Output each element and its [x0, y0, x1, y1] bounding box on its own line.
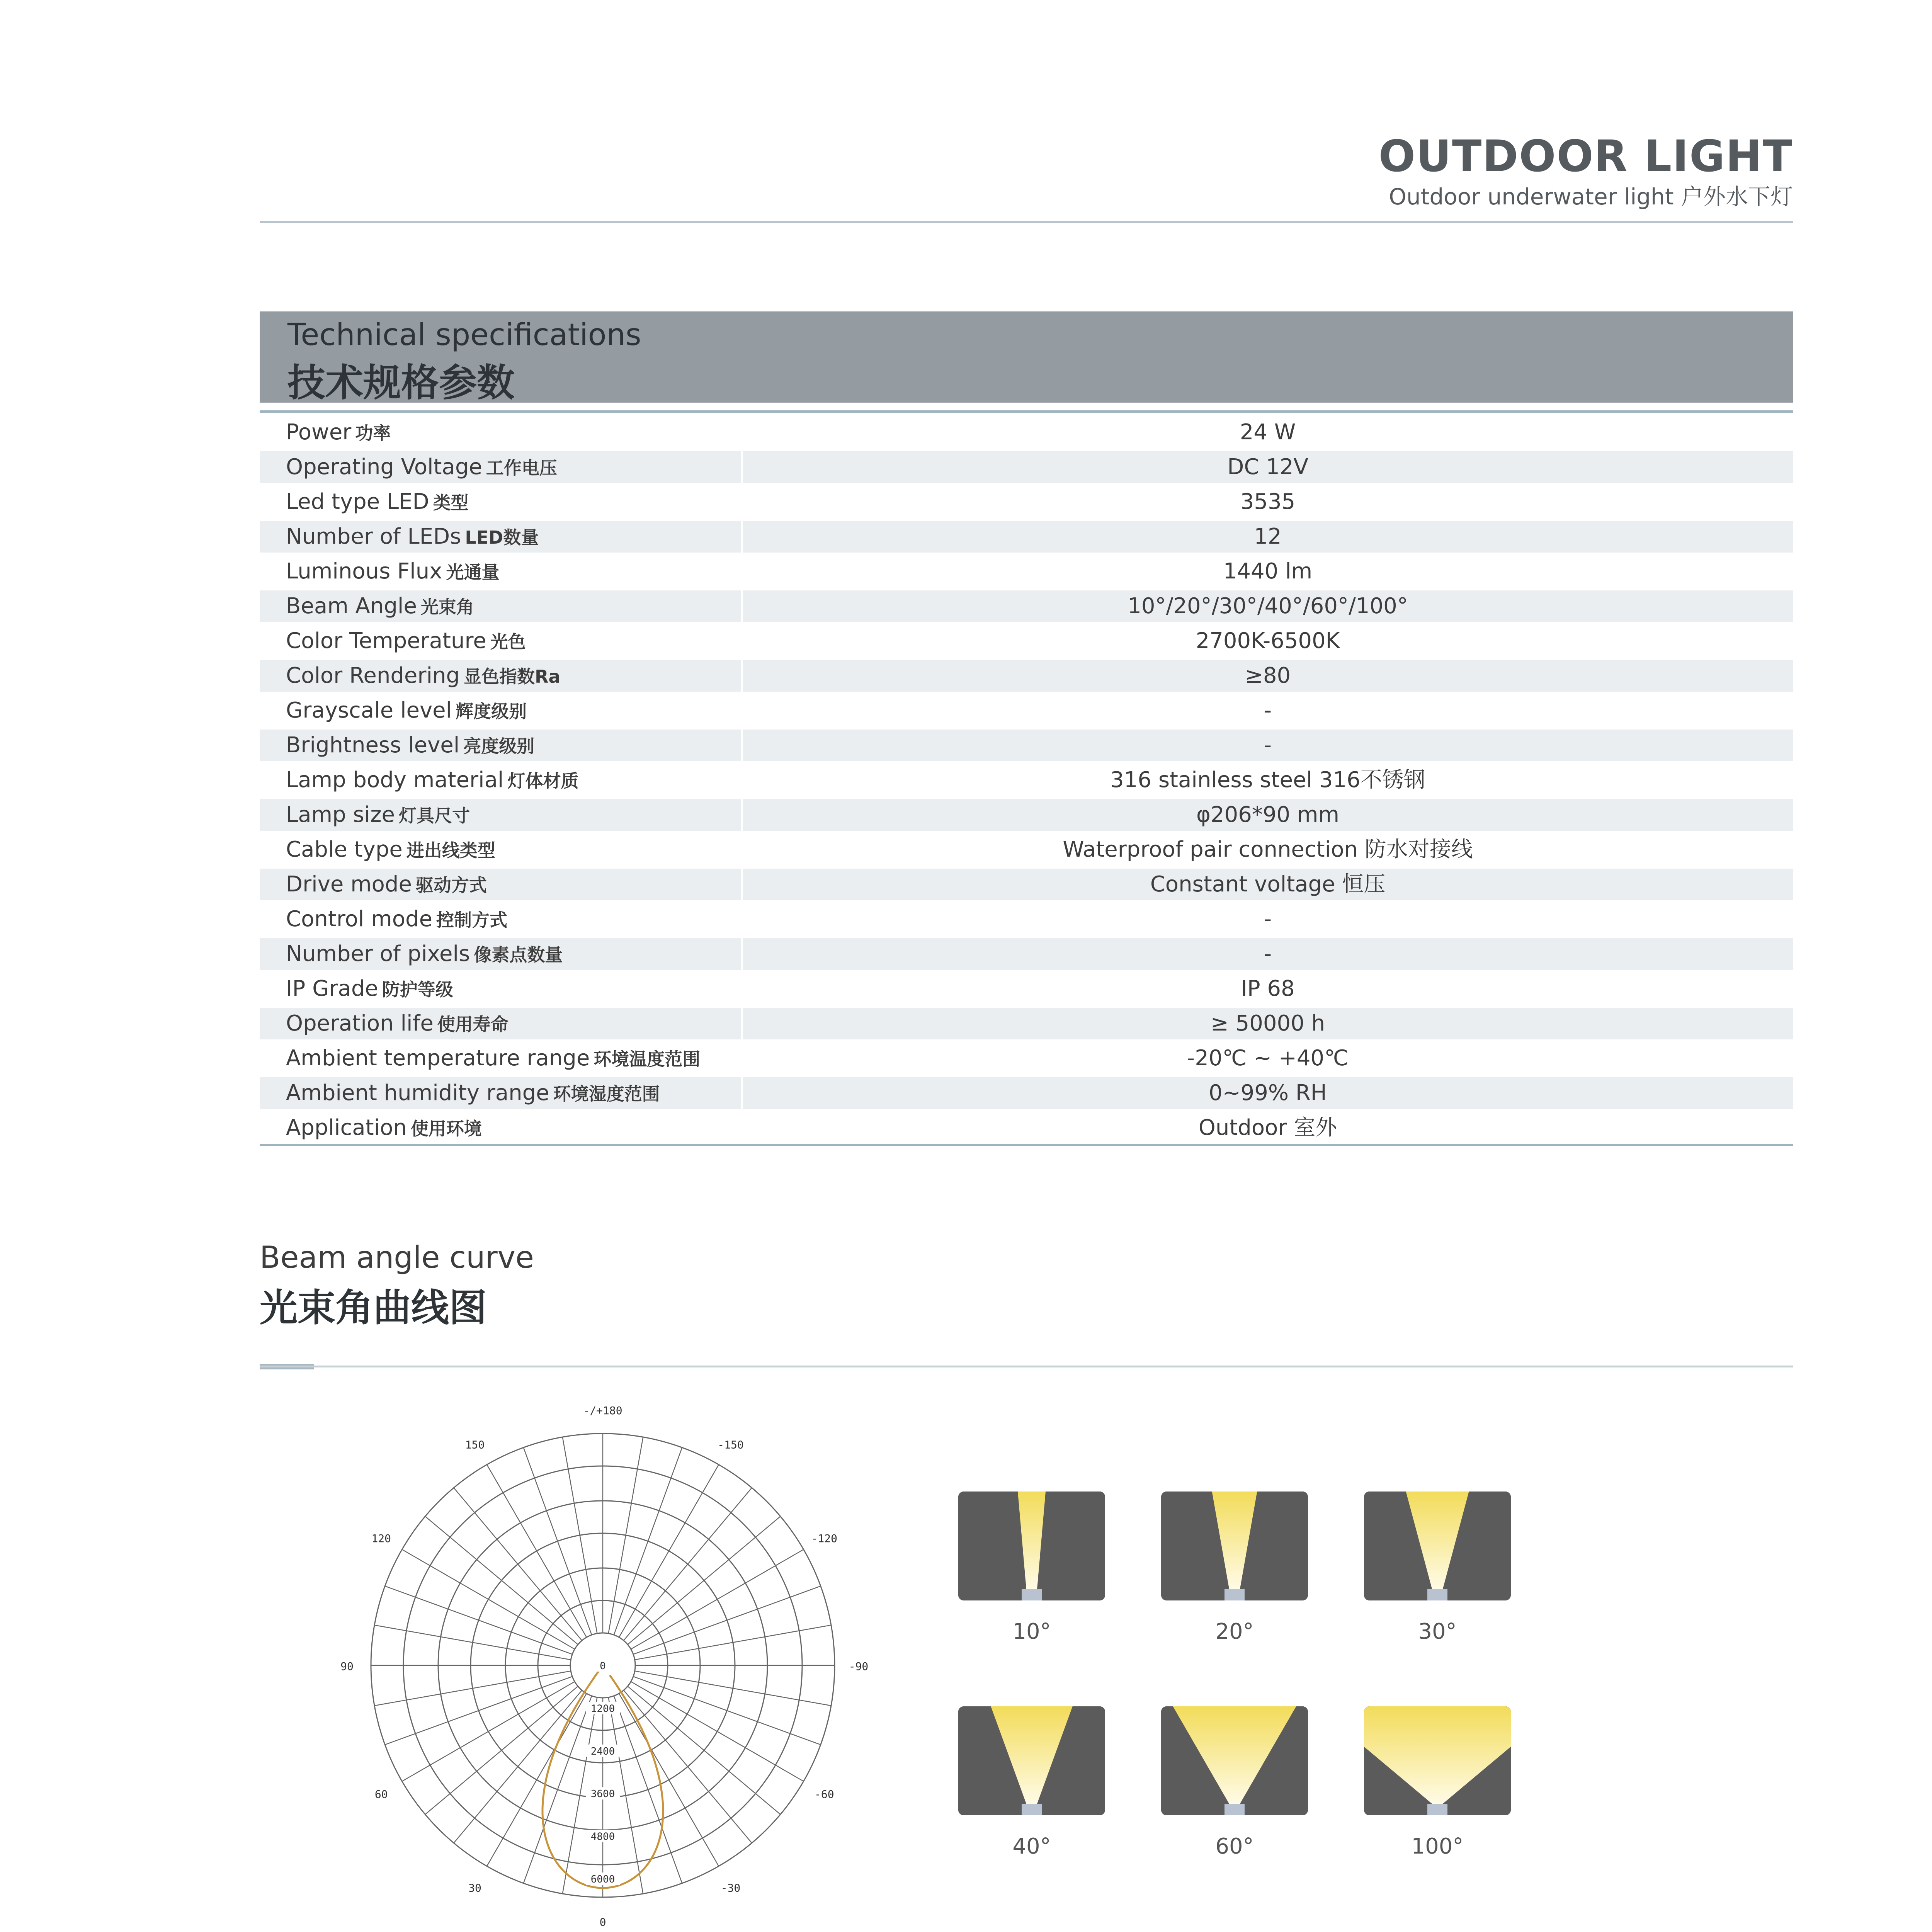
spec-label: [260, 521, 741, 553]
spec-title-cn: 技术规格参数: [287, 361, 515, 405]
spec-value: Waterproof pair connection 防水对接线: [1063, 837, 1473, 862]
spec-top-divider: [260, 410, 1793, 413]
spec-bottom-divider: [260, 1144, 1793, 1146]
lamp: [1427, 1804, 1447, 1815]
spec-row: [260, 519, 1793, 554]
spec-label-en: Ambient temperature range: [286, 1046, 590, 1071]
beam-thumbnail: [1364, 1706, 1511, 1815]
polar-spoke: [633, 1586, 821, 1654]
polar-radial-label: 1200: [590, 1703, 615, 1715]
spec-value: ≥ 50000 h: [743, 1008, 1793, 1039]
beam-thumbnail: [958, 1706, 1105, 1815]
section-title: OUTDOOR LIGHT: [1378, 131, 1793, 182]
spec-label-en: Power: [286, 420, 352, 445]
spec-label-cn: 亮度级别: [463, 736, 535, 757]
spec-label-en: Grayscale level: [286, 698, 452, 723]
spec-label-cn: 环境温度范围: [594, 1049, 701, 1070]
spec-value: Outdoor 室外: [1198, 1115, 1337, 1140]
spec-label: [260, 556, 741, 587]
spec-value: -: [743, 730, 1793, 761]
spec-label-cn: 使用环境: [410, 1118, 482, 1139]
spec-label: [260, 1112, 741, 1144]
polar-angle-label: 120: [371, 1532, 391, 1545]
spec-label: [260, 730, 741, 761]
spec-label-en: Ambient humidity range: [286, 1080, 549, 1105]
spec-row: [260, 485, 1793, 519]
spec-label-en: Drive mode: [286, 872, 412, 897]
polar-angle-label: -120: [811, 1532, 838, 1545]
spec-value: -: [1264, 906, 1272, 932]
beam-thumbnails: [958, 1492, 1538, 1878]
polar-angle-label: 90: [340, 1660, 354, 1673]
spec-value: φ206*90 mm: [743, 799, 1793, 831]
spec-label-cn: 显色指数Ra: [463, 666, 561, 687]
spec-label-cn: 防护等级: [382, 979, 453, 1000]
spec-value: -: [743, 938, 1793, 970]
spec-label-cn: 进出线类型: [406, 840, 495, 861]
beam-thumbnail: [958, 1492, 1105, 1600]
spec-row: [260, 1076, 1793, 1111]
polar-spoke: [614, 1696, 682, 1883]
spec-row: [260, 902, 1793, 937]
polar-angle-label: -90: [849, 1660, 869, 1673]
spec-value: 0~99% RH: [743, 1077, 1793, 1109]
beam-thumbnail: [1161, 1706, 1308, 1815]
spec-label-cn: 光束角: [420, 597, 474, 617]
polar-spoke: [633, 1677, 821, 1745]
header-divider: [260, 221, 1793, 223]
section-subtitle: Outdoor underwater light 户外水下灯: [1389, 184, 1793, 210]
beam-divider: [260, 1366, 1793, 1367]
spec-label: [260, 973, 741, 1005]
spec-label-en: IP Grade: [286, 976, 378, 1001]
beam-thumbnail-label: 100°: [1411, 1834, 1464, 1859]
spec-value: -20℃ ~ +40℃: [1187, 1046, 1349, 1071]
polar-angle-label: -60: [815, 1788, 834, 1801]
spec-label-cn: LED数量: [465, 527, 539, 548]
polar-spoke: [524, 1447, 592, 1635]
spec-label: [260, 451, 741, 483]
polar-spoke: [385, 1677, 572, 1745]
beam-thumbnail: [1364, 1492, 1511, 1600]
polar-spoke: [385, 1586, 572, 1654]
polar-radial-label: 6000: [590, 1874, 615, 1885]
spec-label: [260, 1077, 741, 1109]
polar-angle-label: -/+180: [583, 1406, 622, 1417]
polar-radial-label: 0: [600, 1660, 606, 1672]
spec-label-en: Operating Voltage: [286, 454, 482, 480]
spec-label-en: Cable type: [286, 837, 403, 862]
spec-label-en: Led type LED: [286, 489, 429, 514]
spec-label: [260, 625, 741, 657]
spec-row: [260, 798, 1793, 832]
spec-row: [260, 832, 1793, 867]
lamp: [1225, 1589, 1245, 1600]
spec-label: [260, 869, 741, 900]
spec-value: 316 stainless steel 316不锈钢: [1110, 767, 1425, 793]
spec-label: [260, 799, 741, 831]
beam-title-cn: 光束角曲线图: [260, 1286, 487, 1330]
polar-radial-label: 4800: [590, 1831, 615, 1843]
spec-label-cn: 工作电压: [486, 457, 557, 478]
spec-label-cn: 控制方式: [436, 910, 508, 930]
spec-value: 2700K-6500K: [1196, 628, 1340, 653]
beam-thumbnail-label: 20°: [1215, 1619, 1254, 1644]
spec-row: [260, 450, 1793, 485]
spec-label-en: Operation life: [286, 1011, 434, 1036]
polar-angle-label: 150: [465, 1438, 485, 1451]
spec-value: Constant voltage 恒压: [743, 869, 1793, 900]
polar-angle-label: 30: [468, 1881, 481, 1895]
spec-label-en: Color Rendering: [286, 663, 460, 688]
spec-row: [260, 589, 1793, 624]
spec-row: [260, 1041, 1793, 1076]
spec-label-cn: 驱动方式: [415, 875, 487, 896]
spec-row: [260, 867, 1793, 902]
spec-label-cn: 像素点数量: [474, 944, 563, 965]
spec-value: 12: [743, 521, 1793, 553]
polar-angle-label: 0: [599, 1916, 606, 1929]
spec-label: [260, 834, 741, 866]
spec-row: [260, 971, 1793, 1006]
spec-row: [260, 1006, 1793, 1041]
spec-row: [260, 693, 1793, 728]
polar-spoke: [614, 1447, 682, 1635]
spec-row: [260, 658, 1793, 693]
spec-label-en: Brightness level: [286, 733, 460, 758]
lamp: [1022, 1804, 1042, 1815]
spec-row: [260, 554, 1793, 589]
spec-label-cn: 环境湿度范围: [553, 1083, 660, 1104]
spec-title-en: Technical specifications: [287, 318, 641, 352]
spec-label-cn: 功率: [355, 423, 391, 444]
beam-title-en: Beam angle curve: [260, 1240, 534, 1275]
spec-value: 3535: [1240, 489, 1296, 514]
spec-value: 1440 lm: [1223, 559, 1313, 584]
spec-value: IP 68: [1241, 976, 1295, 1001]
spec-label-en: Control mode: [286, 906, 433, 932]
spec-label: [260, 903, 741, 935]
spec-label: [260, 417, 741, 448]
polar-radial-label: 3600: [590, 1788, 615, 1800]
spec-label-cn: 辉度级别: [456, 701, 527, 722]
beam-thumbnail-label: 10°: [1012, 1619, 1051, 1644]
lamp: [1022, 1589, 1042, 1600]
spec-value: ≥80: [743, 660, 1793, 692]
spec-label-en: Lamp size: [286, 802, 395, 827]
spec-value: 10°/20°/30°/40°/60°/100°: [743, 590, 1793, 622]
spec-row: [260, 763, 1793, 798]
spec-row: [260, 1111, 1793, 1145]
beam-polar-diagram: [332, 1406, 912, 1932]
spec-label: [260, 486, 741, 518]
spec-row: [260, 728, 1793, 763]
spec-table: [260, 415, 1793, 1145]
spec-value: 24 W: [1240, 420, 1296, 445]
spec-label: [260, 660, 741, 692]
spec-label: [260, 938, 741, 970]
spec-label-en: Luminous Flux: [286, 559, 442, 584]
spec-label: [260, 1043, 741, 1074]
spec-label: [260, 1008, 741, 1039]
spec-value: DC 12V: [743, 451, 1793, 483]
spec-label-en: Number of pixels: [286, 941, 470, 966]
spec-label-en: Lamp body material: [286, 767, 504, 793]
spec-label: [260, 764, 741, 796]
spec-label-en: Application: [286, 1115, 407, 1140]
spec-label-cn: 灯体材质: [507, 770, 579, 791]
spec-row: [260, 415, 1793, 450]
polar-radial-label: 2400: [590, 1745, 615, 1757]
polar-angle-label: 60: [374, 1788, 388, 1801]
beam-thumbnail-label: 30°: [1418, 1619, 1457, 1644]
spec-label-cn: 使用寿命: [437, 1014, 509, 1035]
lamp: [1225, 1804, 1245, 1815]
spec-header: [260, 311, 1793, 403]
spec-row: [260, 624, 1793, 658]
beam-thumbnail-label: 40°: [1012, 1834, 1051, 1859]
spec-label: [260, 695, 741, 726]
spec-value: -: [1264, 698, 1272, 723]
polar-angle-label: -150: [718, 1438, 744, 1451]
spec-row: [260, 937, 1793, 971]
spec-label: [260, 590, 741, 622]
spec-label-en: Beam Angle: [286, 594, 417, 619]
spec-label-cn: 光色: [490, 631, 526, 652]
spec-label-cn: 灯具尺寸: [399, 805, 470, 826]
polar-angle-label: -30: [721, 1881, 741, 1895]
spec-label-en: Color Temperature: [286, 628, 486, 653]
beam-thumbnail-label: 60°: [1215, 1834, 1254, 1859]
beam-thumbnail: [1161, 1492, 1308, 1600]
spec-label-cn: 光通量: [446, 562, 500, 583]
spec-label-en: Number of LEDs: [286, 524, 461, 549]
lamp: [1427, 1589, 1447, 1600]
spec-label-cn: 类型: [433, 492, 469, 513]
polar-spoke: [524, 1696, 592, 1883]
